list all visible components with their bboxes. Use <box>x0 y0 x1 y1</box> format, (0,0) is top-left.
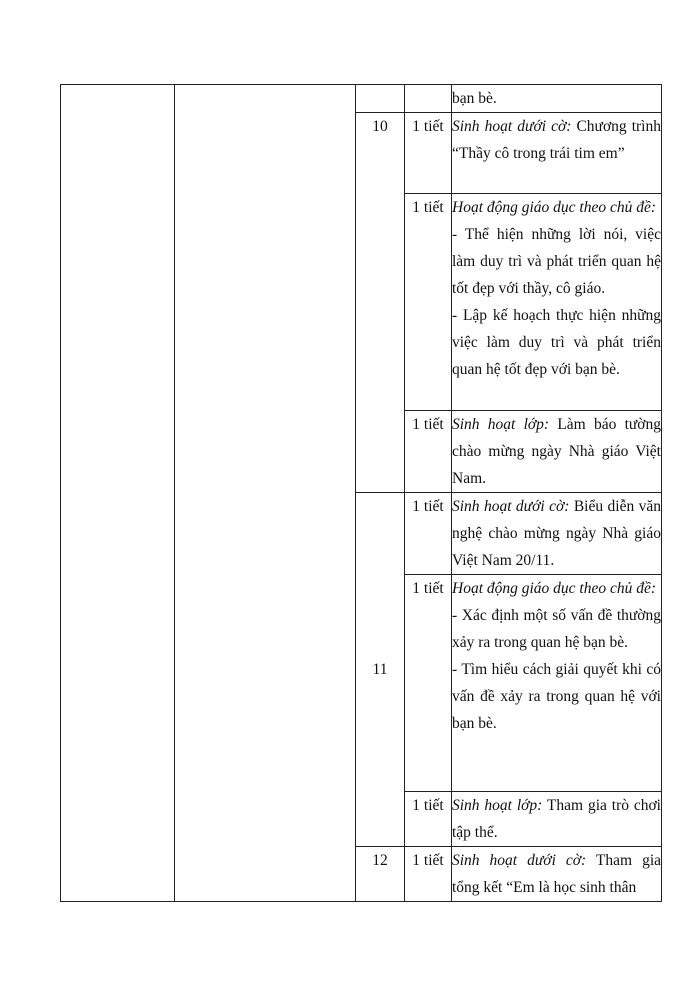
activity-item: - Tìm hiểu cách giải quyết khi có vấn đề xảy ra trong quan hệ với bạn bè. <box>452 661 661 732</box>
time-cell: 1 tiết <box>405 411 452 493</box>
content-cell <box>452 85 662 113</box>
column-2-cell <box>175 85 356 902</box>
activity-text: Chương trình “Thầy cô trong trái tim em” <box>452 118 661 162</box>
time-cell: 1 tiết <box>405 113 452 194</box>
content-cell <box>452 113 662 194</box>
content-cell <box>452 411 662 493</box>
time-cell: 1 tiết <box>405 792 452 847</box>
time-cell: 1 tiết <box>405 194 452 411</box>
week-cell <box>356 85 405 113</box>
activity-title: Hoạt động giáo dục theo chủ đề: <box>452 580 657 597</box>
time-cell <box>405 85 452 113</box>
week-number: 11 <box>356 493 405 847</box>
content-text: bạn bè. <box>452 90 497 107</box>
content-cell <box>452 575 662 792</box>
activity-title: Sinh hoạt lớp: <box>452 797 543 814</box>
table-row <box>61 85 662 113</box>
activity-item: - Thể hiện những lời nói, việc làm duy trì và phát triển quan hệ tốt đẹp với thầy, cô giáo. <box>452 226 661 297</box>
week-number: 12 <box>356 847 405 902</box>
activity-plan-table <box>60 84 662 902</box>
content-cell <box>452 792 662 847</box>
content-cell <box>452 493 662 575</box>
activity-text: Tham gia tổng kết “Em là học sinh thân <box>452 852 662 896</box>
content-cell <box>452 194 662 411</box>
activity-text: Biểu diễn văn nghệ chào mừng ngày Nhà giáo Việt Nam 20/11. <box>452 498 661 569</box>
time-cell: 1 tiết <box>405 575 452 792</box>
content-cell <box>452 847 662 902</box>
time-cell: 1 tiết <box>405 493 452 575</box>
activity-text: Làm báo tường chào mừng ngày Nhà giáo Việt Nam. <box>452 416 662 487</box>
activity-title: Sinh hoạt dưới cờ: <box>452 498 570 515</box>
column-1-cell <box>61 85 175 902</box>
activity-text: Tham gia trò chơi tập thể. <box>452 797 661 841</box>
activity-item: - Xác định một số vấn đề thường xảy ra trong quan hệ bạn bè. <box>452 607 661 651</box>
activity-title: Sinh hoạt dưới cờ: <box>452 852 587 869</box>
time-cell: 1 tiết <box>405 847 452 902</box>
activity-title: Hoạt động giáo dục theo chủ đề: <box>452 199 657 216</box>
activity-item: - Lập kế hoạch thực hiện những việc làm duy trì và phát triển quan hệ tốt đẹp với bạn bè. <box>452 307 661 378</box>
activity-title: Sinh hoạt dưới cờ: <box>452 118 572 135</box>
week-number: 10 <box>356 113 405 493</box>
activity-title: Sinh hoạt lớp: <box>452 416 550 433</box>
